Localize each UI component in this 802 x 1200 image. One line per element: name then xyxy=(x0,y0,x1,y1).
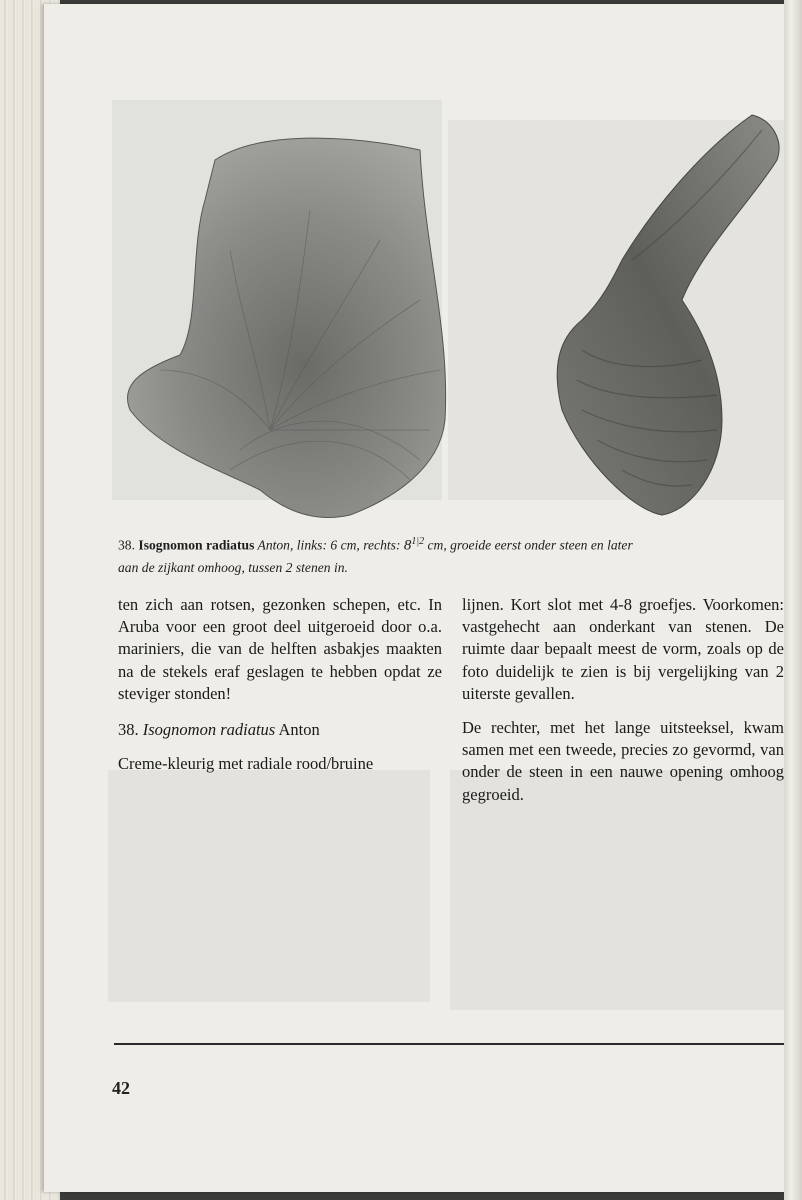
caption-species: Isognomon radiatus xyxy=(138,537,255,553)
caption-text-line2: aan de zijkant omhoog, tussen 2 stenen in. xyxy=(118,559,348,575)
text-column-right xyxy=(462,594,784,818)
footer-rule xyxy=(114,1043,784,1045)
caption-text-end: cm, groeide eerst onder steen en later xyxy=(424,537,633,553)
caption-number: 38. xyxy=(118,537,135,553)
caption-text: Anton, links: 6 cm, rechts: xyxy=(254,537,404,553)
shell-photo-right xyxy=(552,110,784,520)
body-paragraph: lijnen. Kort slot met 4-8 groefjes. Voorkomen: vastgehecht aan onderkant van stenen. De ruimte daar bepaalt meest de vorm, zoals op de foto duidelijk te zien is bij vergelijking van 2 uiterste gevallen. xyxy=(462,595,784,703)
shell-photo-left xyxy=(120,130,460,530)
species-heading-number: 38. xyxy=(118,720,139,740)
species-heading xyxy=(118,719,442,741)
species-heading-author: Anton xyxy=(278,720,320,740)
show-through-image-left xyxy=(108,770,430,1002)
book-binding-edge xyxy=(784,0,802,1200)
body-paragraph: Creme-kleurig met radiale rood/bruine xyxy=(118,754,374,774)
caption-measure-whole: 8 xyxy=(403,537,412,554)
page-number: 42 xyxy=(112,1078,130,1098)
text-column-left xyxy=(118,594,442,787)
caption-measure-fraction: 1|2 xyxy=(411,536,425,547)
body-paragraph: De rechter, met het lange uitsteeksel, kwam samen met een tweede, precies zo gevormd, van onder de steen in een nauwe opening omhoog gegroeid. xyxy=(462,718,784,804)
species-heading-name: Isognomon radiatus xyxy=(142,720,276,740)
body-paragraph: ten zich aan rotsen, gezonken schepen, etc. In Aruba voor een groot deel uitgeroeid door o.a. mariniers, die van de helften asbakjes maakten na de stekels eraf geslagen te hebben opdat ze steviger stonden! xyxy=(118,595,442,703)
figure-caption xyxy=(118,531,788,578)
